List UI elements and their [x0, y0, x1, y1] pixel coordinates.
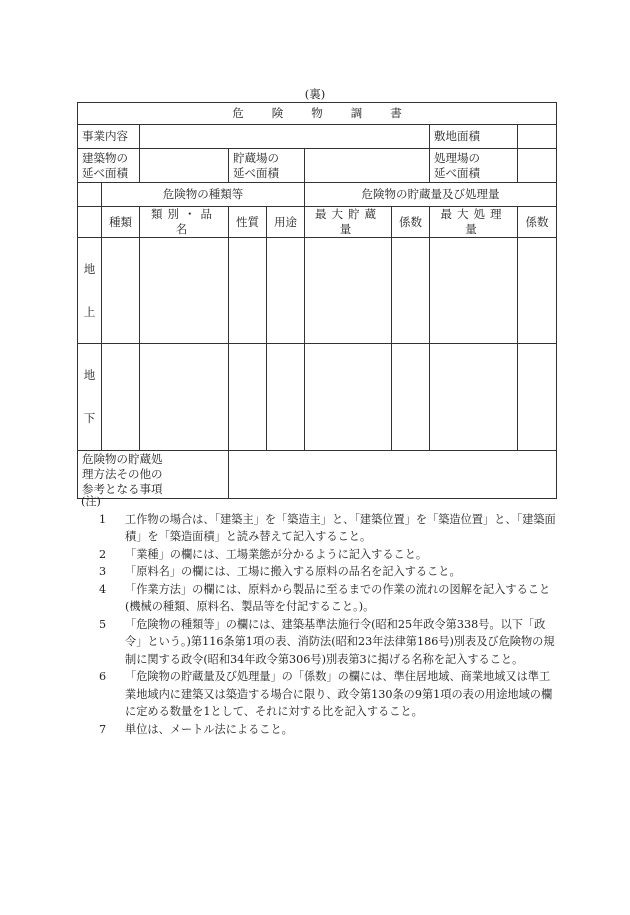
- title-char: 調: [350, 106, 363, 120]
- col-coef-header: 係数: [518, 207, 557, 238]
- below-nature-field[interactable]: [229, 344, 267, 451]
- title-char: 危: [232, 106, 244, 120]
- processing-area-field[interactable]: [518, 149, 557, 183]
- col-use-header: 用途: [267, 207, 305, 238]
- note-item: 7 単位は、メートル法によること。: [99, 722, 293, 736]
- note-item: 4 「作業方法」の欄には、原料から製品に至るまでの作業の流れの図解を記入すること(機械の種類、原料名、製品等を付記すること。)。: [99, 582, 551, 613]
- title-char: 物: [311, 106, 323, 120]
- note-item: 3 「原料名」の欄には、工場に搬入する原料の品名を記入すること。: [99, 565, 461, 578]
- col-category-header: 類別・品名: [140, 207, 229, 238]
- title-char: 書: [390, 106, 402, 120]
- col-kind-header: 種類: [102, 207, 140, 238]
- below-coef-field[interactable]: [518, 344, 557, 451]
- building-area-field[interactable]: [140, 149, 229, 183]
- notes-heading: (注): [81, 495, 101, 508]
- note-item: 1 工作物の場合は、「建築主」を「築造主」と、「建築位置」を「築造位置」と、「建築面積」を「築造面積」と読み替えて記入すること。: [99, 512, 556, 543]
- storage-area-label: 貯蔵場の 延べ面積: [229, 149, 305, 183]
- above-nature-field[interactable]: [229, 238, 267, 344]
- blank-corner-cell: [78, 183, 102, 207]
- method-field[interactable]: [229, 451, 557, 499]
- note-item: 6 「危険物の貯蔵量及び処理量」の「係数」の欄には、準住居地域、商業地域又は準工業地域内に建築又は築造する場合に限り、政令第130条の9第1項の表の用途地域の欄に定める数量を1として、それに対する比を記入すること。: [99, 670, 553, 718]
- above-use-field[interactable]: [267, 238, 305, 344]
- note-item: 2 「業種」の欄には、工場業態が分かるように記入すること。: [99, 547, 428, 561]
- below-ground-label: 地 下: [78, 344, 102, 451]
- above-max-process-field[interactable]: [430, 238, 518, 344]
- above-coef-field[interactable]: [392, 238, 430, 344]
- building-area-label: 建築物の 延べ面積: [78, 149, 140, 183]
- below-use-field[interactable]: [267, 344, 305, 451]
- col-nature-header: 性質: [229, 207, 267, 238]
- amount-group-header: 危険物の貯蔵量及び処理量: [305, 183, 557, 207]
- form-title: [78, 103, 557, 125]
- blank-corner-cell: [78, 207, 102, 238]
- hazardous-materials-form: [77, 102, 557, 499]
- below-kind-field[interactable]: [102, 344, 140, 451]
- method-label: 危険物の貯蔵処 理方法その他の 参考となる事項: [78, 451, 229, 499]
- above-ground-label: 地 上: [78, 238, 102, 344]
- title-char: 険: [271, 106, 284, 120]
- note-item: 5 「危険物の種類等」の欄には、建築基準法施行令(昭和25年政令第338号。以下「政令」という。)第116条第1項の表、消防法(昭和23年法律第186号)別表及び危険物の規制に関する政令(昭和34年政令第306号)別表第3に掲げる名称を記入すること。: [99, 617, 555, 666]
- below-max-process-field[interactable]: [430, 344, 518, 451]
- col-max-storage-header: 最大貯蔵量: [305, 207, 392, 238]
- notes-section: [77, 493, 557, 738]
- above-category-field[interactable]: [140, 238, 229, 344]
- below-max-storage-field[interactable]: [305, 344, 392, 451]
- above-coef-field[interactable]: [518, 238, 557, 344]
- types-group-header: 危険物の種類等: [102, 183, 305, 207]
- storage-area-field[interactable]: [305, 149, 430, 183]
- processing-area-label: 処理場の 延べ面積: [430, 149, 518, 183]
- business-label: 事業内容: [78, 125, 140, 149]
- below-coef-field[interactable]: [392, 344, 430, 451]
- site-area-label: 敷地面積: [430, 125, 518, 149]
- site-area-field[interactable]: [518, 125, 557, 149]
- col-max-process-header: 最大処理量: [430, 207, 518, 238]
- above-kind-field[interactable]: [102, 238, 140, 344]
- above-max-storage-field[interactable]: [305, 238, 392, 344]
- business-field[interactable]: [140, 125, 430, 149]
- page-side-label: (裏): [304, 87, 326, 101]
- col-coef-header: 係数: [392, 207, 430, 238]
- below-category-field[interactable]: [140, 344, 229, 451]
